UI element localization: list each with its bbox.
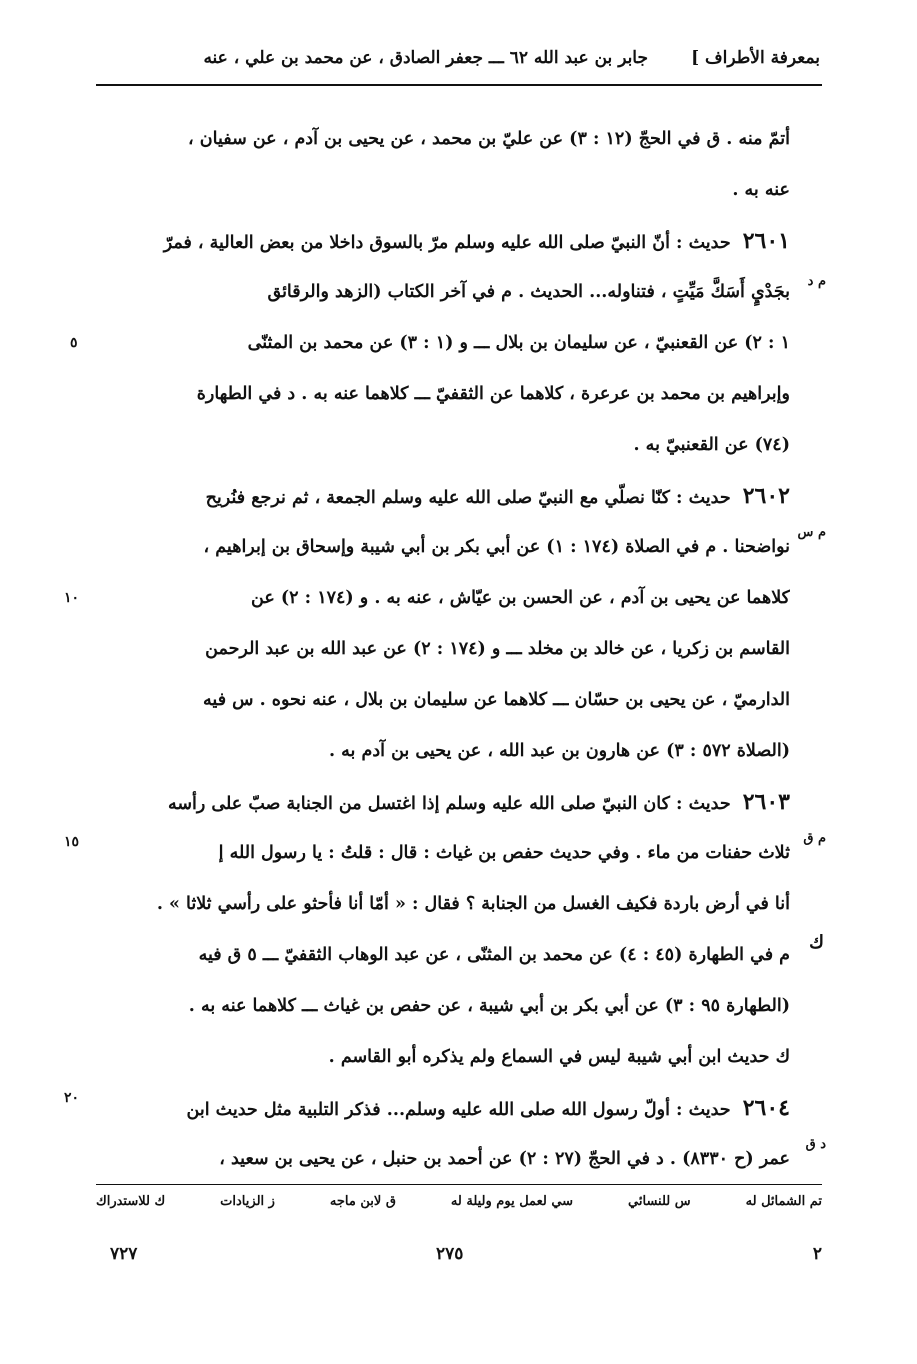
text-line: م في الطهارة (٤٥ : ٤) عن محمد بن المثنّى ، عن عبد الوهاب الثقفيّ ـــ ٥ ق فيه	[198, 945, 790, 965]
text-line: (الصلاة ٥٧٢ : ٣) عن هارون بن عبد الله ، عن يحيى بن آدم به .	[328, 741, 790, 761]
entry-number: ٢٦٠١	[742, 228, 790, 254]
text-line: نواضحنا . م في الصلاة (١٧٤ : ١) عن أبي بكر بن أبي شيبة وإسحاق بن إبراهيم ،	[203, 537, 790, 557]
text-line: أتمّ منه . ق في الحجّ (١٢ : ٣) عن عليّ بن محمد ، عن يحيى بن آدم ، عن سفيان ،	[188, 129, 790, 149]
text-line: ثلاث حفنات من ماء . وفي حديث حفص بن غياث : قال : قلتُ : يا رسول الله إ	[218, 843, 790, 863]
text-line: أنا في أرض باردة فكيف الغسل من الجنابة ؟ فقال : « أمّا أنا فأحثو على رأسي ثلاثا » .	[156, 894, 790, 914]
line-number: ٥	[70, 335, 78, 351]
line-number: ٢٠	[64, 1090, 80, 1106]
text-line	[90, 216, 790, 267]
page-numbers	[96, 1244, 822, 1270]
running-header	[92, 36, 820, 80]
header-title: بمعرفة الأطراف ]	[691, 48, 820, 68]
entry-sigla: م د	[807, 274, 826, 289]
footer-item: ك للاستدراك	[96, 1194, 166, 1209]
footer-item: س للنسائي	[628, 1194, 691, 1209]
text-line	[90, 777, 790, 828]
entry-first-line: حديث : أولّ رسول الله صلى الله عليه وسلم... فذكر التلبية مثل حديث ابن	[186, 1100, 731, 1120]
intro-text	[90, 114, 790, 216]
page-body	[64, 114, 826, 1185]
entry-sigla: م ق	[803, 831, 826, 846]
text-line: عمر (ح ٨٣٣٠) . د في الحجّ (٢٧ : ٢) عن أحمد بن حنبل ، عن يحيى بن سعيد ،	[219, 1149, 790, 1169]
hadith-entry	[64, 777, 826, 1083]
text-line: عنه به .	[732, 180, 790, 200]
text-line: ١ : ٢) عن القعنبيّ ، عن سليمان بن بلال ـــ و (١ : ٣) عن محمد بن المثنّى	[247, 333, 790, 353]
entry-number: ٢٦٠٢	[742, 483, 790, 509]
text-line: كلاهما عن يحيى بن آدم ، عن الحسن بن عيّاش ، عنه به . و (١٧٤ : ٢) عن	[251, 588, 790, 608]
line-number: ١٥	[64, 834, 80, 850]
text-line: (٧٤) عن القعنبيّ به .	[633, 435, 790, 455]
abbreviations-footer	[96, 1194, 822, 1222]
header-subtitle: جابر بن عبد الله ٦٢ ـــ جعفر الصادق ، عن محمد بن علي ، عنه	[203, 48, 648, 68]
page-number: ٢٧٥	[436, 1244, 464, 1264]
side-mark: ك	[809, 932, 824, 953]
text-line	[90, 1083, 790, 1134]
footer-item: ق لابن ماجه	[329, 1194, 396, 1209]
footer-item: سي لعمل يوم وليلة له	[450, 1194, 574, 1209]
footer-item: ز الزيادات	[220, 1194, 275, 1209]
entry-number: ٢٦٠٤	[742, 1095, 790, 1121]
text-line: القاسم بن زكريا ، عن خالد بن مخلد ـــ و (١٧٤ : ٢) عن عبد الله بن عبد الرحمن	[205, 639, 790, 659]
entry-sigla: م س	[797, 525, 826, 540]
text-line: ك حديث ابن أبي شيبة ليس في السماع ولم يذكره أبو القاسم .	[328, 1047, 790, 1067]
entry-number: ٢٦٠٣	[742, 789, 790, 815]
entry-sigla: د ق	[805, 1137, 826, 1152]
text-line: وإبراهيم بن محمد بن عرعرة ، كلاهما عن الثقفيّ ـــ كلاهما عنه به . د في الطهارة	[196, 384, 790, 404]
text-line: بجَدْيٍ أَسَكَّ مَيِّتٍ ، فتناوله... الحديث . م في آخر الكتاب (الزهد والرقائق	[267, 282, 790, 302]
entry-first-line: حديث : كنّا نصلّي مع النبيّ صلى الله عليه وسلم الجمعة ، ثم نرجع فنُريح	[205, 488, 731, 508]
text-line: الدارميّ ، عن يحيى بن حسّان ـــ كلاهما عن سليمان بن بلال ، عنه نحوه . س فيه	[203, 690, 790, 710]
hadith-entry	[64, 1083, 826, 1185]
hadith-entry	[70, 216, 826, 471]
entry-first-line: حديث : أنّ النبيّ صلى الله عليه وسلم مرّ بالسوق داخلا من بعض العالية ، فمرّ	[163, 233, 731, 253]
footer-rule	[96, 1184, 822, 1185]
text-line	[90, 471, 790, 522]
header-rule	[96, 84, 822, 86]
entry-first-line: حديث : كان النبيّ صلى الله عليه وسلم إذا اغتسل من الجنابة صبّ على رأسه	[167, 794, 731, 814]
overall-page-number: ٧٢٧	[110, 1244, 138, 1264]
volume-number: ٢	[812, 1244, 822, 1264]
hadith-entry	[64, 471, 826, 777]
line-number: ١٠	[64, 590, 80, 606]
footer-item: تم الشمائل له	[745, 1194, 822, 1209]
text-line: (الطهارة ٩٥ : ٣) عن أبي بكر بن أبي شيبة ، عن حفص بن غياث ـــ كلاهما عنه به .	[188, 996, 790, 1016]
